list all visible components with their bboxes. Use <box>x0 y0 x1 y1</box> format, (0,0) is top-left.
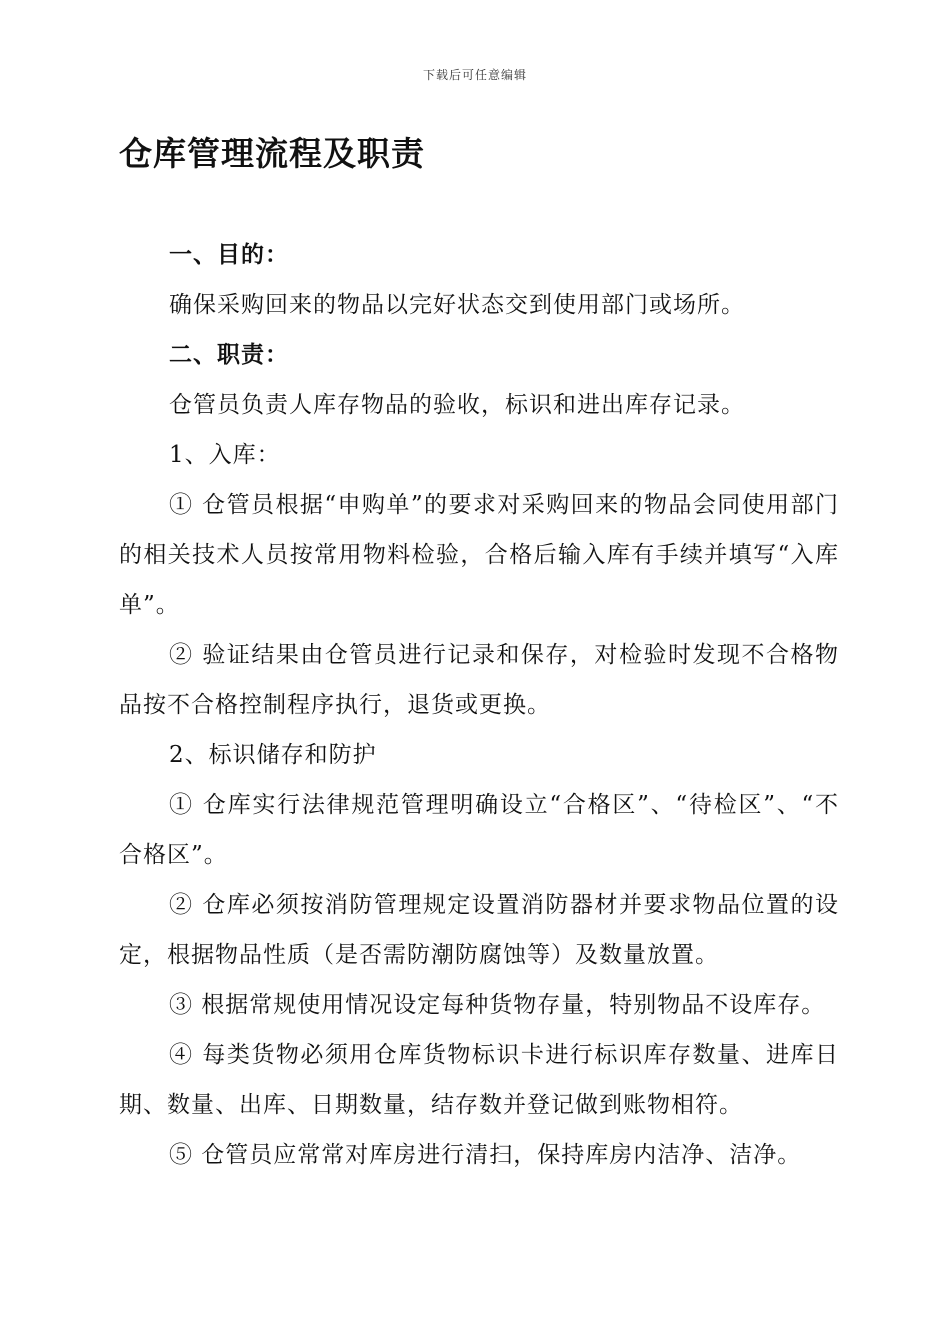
header-note: 下载后可任意编辑 <box>422 68 527 82</box>
paragraph-inbound-2: ② 验证结果由仓管员进行记录和保存，对检验时发现不合格物品按不合格控制程序执行，退货或更换。 <box>119 642 839 718</box>
section-heading-duties: 二、职责： <box>169 341 289 368</box>
paragraph-purpose: 确保采购回来的物品以完好状态交到使用部门或场所。 <box>169 292 745 318</box>
paragraph-storage-5: ⑤ 仓管员应常常对库房进行清扫，保持库房内洁净、洁净。 <box>169 1142 802 1168</box>
paragraph-storage-3: ③ 根据常规使用情况设定每种货物存量，特别物品不设库存。 <box>169 992 826 1018</box>
subheading-inbound: 1、入库： <box>169 442 281 468</box>
subheading-storage: 2、标识储存和防护 <box>169 742 377 768</box>
paragraph-inbound-1: ① 仓管员根据“申购单”的要求对采购回来的物品会同使用部门的相关技术人员按常用物料检验，合格后输入库有手续并填写“入库单”。 <box>119 492 839 618</box>
paragraph-storage-4: ④ 每类货物必须用仓库货物标识卡进行标识库存数量、进库日期、数量、出库、日期数量，结存数并登记做到账物相符。 <box>119 1042 839 1118</box>
paragraph-storage-1: ① 仓库实行法律规范管理明确设立“合格区”、“待检区”、“不合格区”。 <box>119 792 839 868</box>
paragraph-storage-2: ② 仓库必须按消防管理规定设置消防器材并要求物品位置的设定，根据物品性质（是否需防潮防腐蚀等）及数量放置。 <box>119 892 839 968</box>
document-title: 仓库管理流程及职责 <box>119 134 425 173</box>
section-heading-purpose: 一、目的： <box>169 241 289 268</box>
document-body <box>119 230 839 1180</box>
paragraph-duties: 仓管员负责人库存物品的验收，标识和进出库存记录。 <box>169 392 745 418</box>
